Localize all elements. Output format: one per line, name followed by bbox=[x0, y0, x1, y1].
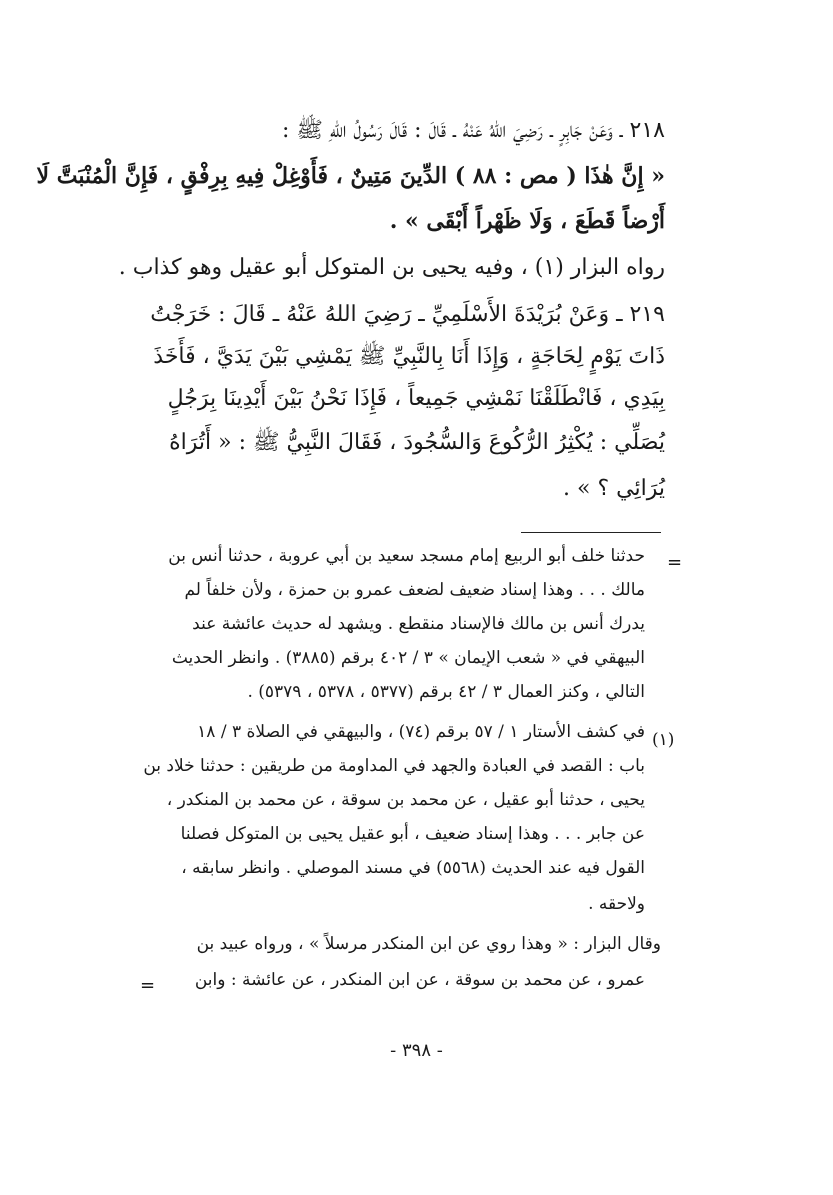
main-line-7: بِيَدِي ، فَانْطَلَقْنَا نَمْشِي جَمِيعاً ، فَإِذَا نَحْنُ بَيْنَ أَيْدِينَا بِرَجُلٍ bbox=[167, 386, 665, 411]
footnote-line-5: التالي ، وكنز العمال ٣ / ٤٢ برقم (٥٣٧٧ ، ٥٣٧٨ ، ٥٣٧٩) . bbox=[247, 682, 645, 702]
footnote-separator bbox=[521, 532, 661, 533]
footnote-line-11: ولاحقه . bbox=[588, 894, 645, 914]
footnote-line-1: حدثنا خلف أبو الربيع إمام مسجد سعيد بن أبي عروبة ، حدثنا أنس بن bbox=[168, 546, 645, 566]
footnote-line-6: في كشف الأستار ١ / ٥٧ برقم (٧٤) ، والبيهقي في الصلاة ٣ / ١٨ bbox=[197, 722, 645, 742]
main-line-4: رواه البزار (١) ، وفيه يحيى بن المتوكل أبو عقيل وهو كذاب . bbox=[118, 255, 665, 280]
main-line-3: أَرْضاً قَطَعَ ، وَلَا ظَهْراً أَبْقَى » . bbox=[389, 208, 665, 234]
main-line-2: « إِنَّ هٰذَا ( مص : ٨٨ ) الدِّينَ مَتِينٌ ، فَأَوْغِلْ فِيهِ بِرِفْقٍ ، فَإِنَّ الْمُنْبَتَّ لَا bbox=[36, 163, 665, 189]
footnote-line-10: القول فيه عند الحديث (٥٥٦٨) في مسند الموصلي . وانظر سابقه ، bbox=[181, 858, 645, 878]
footnote-line-4: البيهقي في « شعب الإيمان » ٣ / ٤٠٢ برقم (٣٨٨٥) . وانظر الحديث bbox=[171, 648, 645, 668]
main-line-8: يُصَلِّي : يُكْثِرُ الرُّكُوعَ وَالسُّجُودَ ، فَقَالَ النَّبِيُّ ﷺ : « أَتُرَاهُ bbox=[169, 430, 665, 455]
main-line-1: ٢١٨ ـ وَعَنْ جَابِرٍ ـ رَضِيَ اللهُ عَنْهُ ـ قَالَ : قَالَ رَسُولُ اللهِ ﷺ : bbox=[281, 118, 665, 143]
main-line-5: ٢١٩ ـ وَعَنْ بُرَيْدَةَ الأَسْلَمِيِّ ـ رَضِيَ اللهُ عَنْهُ ـ قَالَ : خَرَجْتُ bbox=[150, 302, 665, 327]
continuation-mark-bottom: = bbox=[140, 975, 156, 996]
footnote-line-3: يدرك أنس بن مالك فالإسناد منقطع . ويشهد له حديث عائشة عند bbox=[192, 614, 645, 634]
main-line-9: يُرَائِي ؟ » . bbox=[563, 476, 665, 501]
footnote-line-13: عمرو ، عن محمد بن سوقة ، عن ابن المنكدر ، عن عائشة : وابن bbox=[194, 970, 645, 990]
footnote-line-7: باب : القصد في العبادة والجهد في المداومة من طريقين : حدثنا خلاد بن bbox=[143, 756, 645, 776]
footnote-line-9: عن جابر . . . وهذا إسناد ضعيف ، أبو عقيل يحيى بن المتوكل فصلنا bbox=[180, 824, 645, 844]
footnote-line-2: مالك . . . وهذا إسناد ضعيف لضعف عمرو بن حمزة ، ولأن خلفاً لم bbox=[184, 580, 645, 600]
page-number: - ٣٩٨ - bbox=[390, 1040, 443, 1061]
footnote-line-12: وقال البزار : « وهذا روي عن ابن المنكدر مرسلاً » ، ورواه عبيد بن bbox=[196, 934, 661, 954]
continuation-mark-top: = bbox=[667, 552, 683, 573]
footnote-marker: (١) bbox=[652, 730, 675, 750]
main-line-6: ذَاتَ يَوْمٍ لِحَاجَةٍ ، وَإِذَا أَنَا بِالنَّبِيِّ ﷺ يَمْشِي بَيْنَ يَدَيَّ ، فَأَخَذَ bbox=[153, 344, 665, 369]
footnote-line-8: يحيى ، حدثنا أبو عقيل ، عن محمد بن سوقة ، عن محمد بن المنكدر ، bbox=[166, 790, 645, 810]
